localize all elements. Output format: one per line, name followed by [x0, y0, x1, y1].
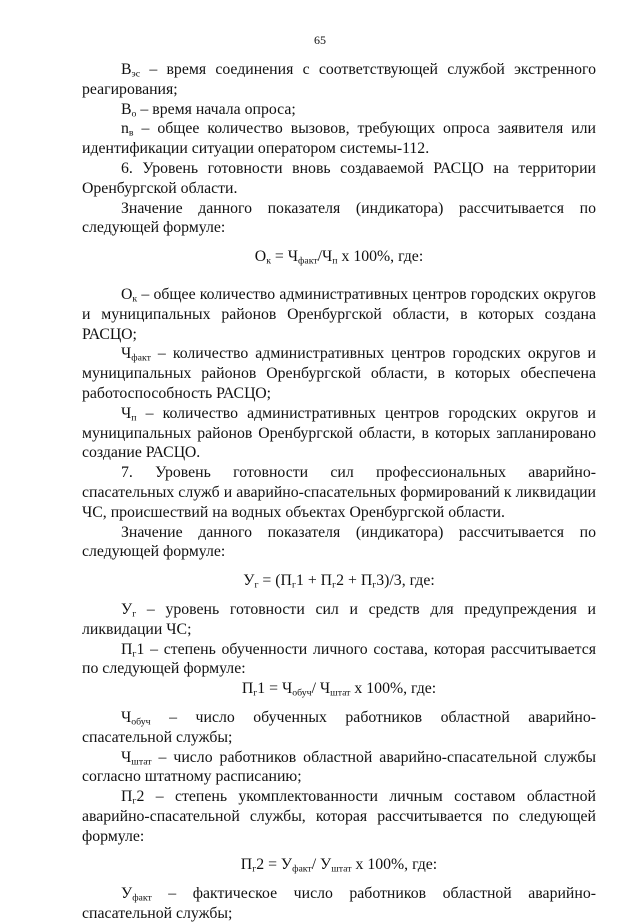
- spacer: [82, 238, 596, 247]
- symbol: Ч: [121, 748, 132, 766]
- formula-intro: Значение данного показателя (индикатора) рассчитывается по следующей формуле:: [82, 523, 596, 561]
- symbol-subscript: о: [131, 108, 137, 120]
- formula-subscript: г: [372, 579, 377, 591]
- formula-part: П: [241, 680, 254, 698]
- spacer: [82, 591, 596, 600]
- formula-part: / Ч: [311, 680, 331, 698]
- formula-part: П: [240, 856, 253, 874]
- definition-ch-obuch: [82, 708, 596, 748]
- symbol-subscript: к: [132, 293, 138, 305]
- formula-part: х 100%, где:: [337, 248, 424, 266]
- formula-subscript: г: [252, 864, 257, 876]
- formula-part: 2 = У: [256, 856, 293, 874]
- formula-subscript: к: [266, 255, 271, 267]
- page-body: [82, 60, 596, 924]
- symbol: Ч: [121, 708, 132, 726]
- formula-subscript: штат: [331, 864, 352, 876]
- formula-part: 1 = Ч: [257, 680, 293, 698]
- definition-ch-shtat: [82, 748, 596, 788]
- symbol-subscript: г: [132, 608, 137, 620]
- symbol-subscript: факт: [131, 353, 151, 365]
- spacer: [82, 699, 596, 708]
- formula-part: 3)/3, где:: [376, 572, 435, 590]
- symbol-subscript: г: [132, 648, 137, 660]
- symbol-subscript: г: [132, 795, 137, 807]
- spacer: [82, 267, 596, 285]
- symbol: n: [121, 120, 129, 138]
- definition-text: – число работников областной аварийно-спасательной службы согласно штатному расписанию;: [82, 748, 596, 786]
- symbol: П: [121, 788, 133, 806]
- symbol: Ч: [121, 345, 132, 363]
- definition-text: – общее количество административных центров городских округов и муниципальных районов Оренбургской области, в которых создана РАСЦО;: [82, 285, 596, 343]
- definition-u-g: [82, 600, 596, 640]
- definition-text: – количество административных центров городских округов и муниципальных районов Оренбургской области, в которых запланировано создание РАСЦО.: [82, 404, 596, 462]
- formula-part: х 100%, где:: [351, 856, 438, 874]
- formula-subscript: штат: [330, 687, 351, 699]
- symbol-subscript: штат: [131, 756, 152, 768]
- definition-text: – количество административных центров городских округов и муниципальных районов Оренбургской области, в которых обеспечена работоспособность РАСЦО;: [82, 345, 596, 402]
- definition-o-k: [82, 285, 596, 344]
- formula-part: х 100%, где:: [350, 680, 437, 698]
- definition-text: 1 – степень обученности личного состава, которая рассчитывается по следующей формуле:: [82, 640, 596, 678]
- formula-intro: Значение данного показателя (индикатора) рассчитывается по следующей формуле:: [82, 199, 596, 237]
- formula-subscript: г: [254, 579, 259, 591]
- definition-p-g1: [82, 640, 596, 680]
- formula-subscript: г: [332, 579, 337, 591]
- symbol: Ч: [121, 404, 132, 422]
- symbol: П: [121, 640, 133, 658]
- formula-part: /Ч: [317, 248, 333, 266]
- definition-v-o: [82, 100, 596, 120]
- formula-pg1: [82, 679, 596, 699]
- formula-subscript: факт: [292, 864, 312, 876]
- definition-text: – число обученных работников областной аварийно-спасательной службы;: [82, 708, 596, 746]
- formula-subscript: факт: [298, 255, 318, 267]
- definition-u-fakt: [82, 884, 596, 924]
- definition-ch-fakt: [82, 344, 596, 403]
- definition-v-es: [82, 60, 596, 100]
- symbol: О: [121, 285, 133, 303]
- definition-text: – фактическое число работников областной аварийно-спасательной службы;: [82, 885, 596, 923]
- symbol: У: [121, 600, 133, 618]
- definition-text: 2 – степень укомплектованности личным составом областной аварийно-спасательной службы, которая рассчитывается по следующей формуле:: [82, 788, 596, 845]
- formula-subscript: г: [291, 579, 296, 591]
- symbol: В: [121, 61, 132, 78]
- definition-text: – уровень готовности сил и средств для предупреждения и ликвидации ЧС;: [82, 600, 596, 638]
- symbol-subscript: обуч: [131, 716, 151, 728]
- formula-part: У: [243, 572, 255, 590]
- spacer: [82, 846, 596, 855]
- formula-pg2: [82, 855, 596, 875]
- formula-subscript: г: [253, 687, 258, 699]
- formula-ok: [82, 247, 596, 267]
- symbol-subscript: п: [131, 412, 137, 424]
- definition-n-v: [82, 119, 596, 159]
- section-7-heading: 7. Уровень готовности сил профессиональных аварийно-спасательных служб и аварийно-спасательных формирований к ликвидации ЧС, происшествий на водных объектах Оренбургской области.: [82, 464, 596, 521]
- formula-subscript: обуч: [292, 687, 312, 699]
- section-6-heading: 6. Уровень готовности вновь создаваемой РАСЦО на территории Оренбургской области.: [82, 159, 596, 197]
- symbol-subscript: в: [128, 128, 134, 140]
- formula-part: / У: [311, 856, 332, 874]
- formula-part: 2 + П: [336, 572, 373, 590]
- formula-part: О: [254, 248, 267, 266]
- definition-p-g2: [82, 787, 596, 846]
- definition-text: – общее количество вызовов, требующих опроса заявителя или идентификации ситуации оператором системы-112.: [82, 120, 596, 158]
- definition-text: – время соединения с соответствующей службой экстренного реагирования;: [82, 61, 596, 98]
- formula-part: = (П: [258, 572, 292, 590]
- formula-subscript: п: [332, 255, 338, 267]
- definition-ch-p: [82, 404, 596, 463]
- symbol-subscript: эс: [131, 68, 141, 80]
- formula-part: = Ч: [270, 248, 299, 266]
- symbol-subscript: факт: [132, 893, 152, 905]
- symbol: У: [121, 885, 133, 903]
- spacer: [82, 562, 596, 571]
- formula-part: 1 + П: [295, 572, 333, 590]
- spacer: [82, 875, 596, 884]
- definition-text: – время начала опроса;: [136, 100, 296, 118]
- page-number: 65: [314, 33, 326, 47]
- symbol: В: [121, 100, 132, 118]
- formula-ug: [82, 571, 596, 591]
